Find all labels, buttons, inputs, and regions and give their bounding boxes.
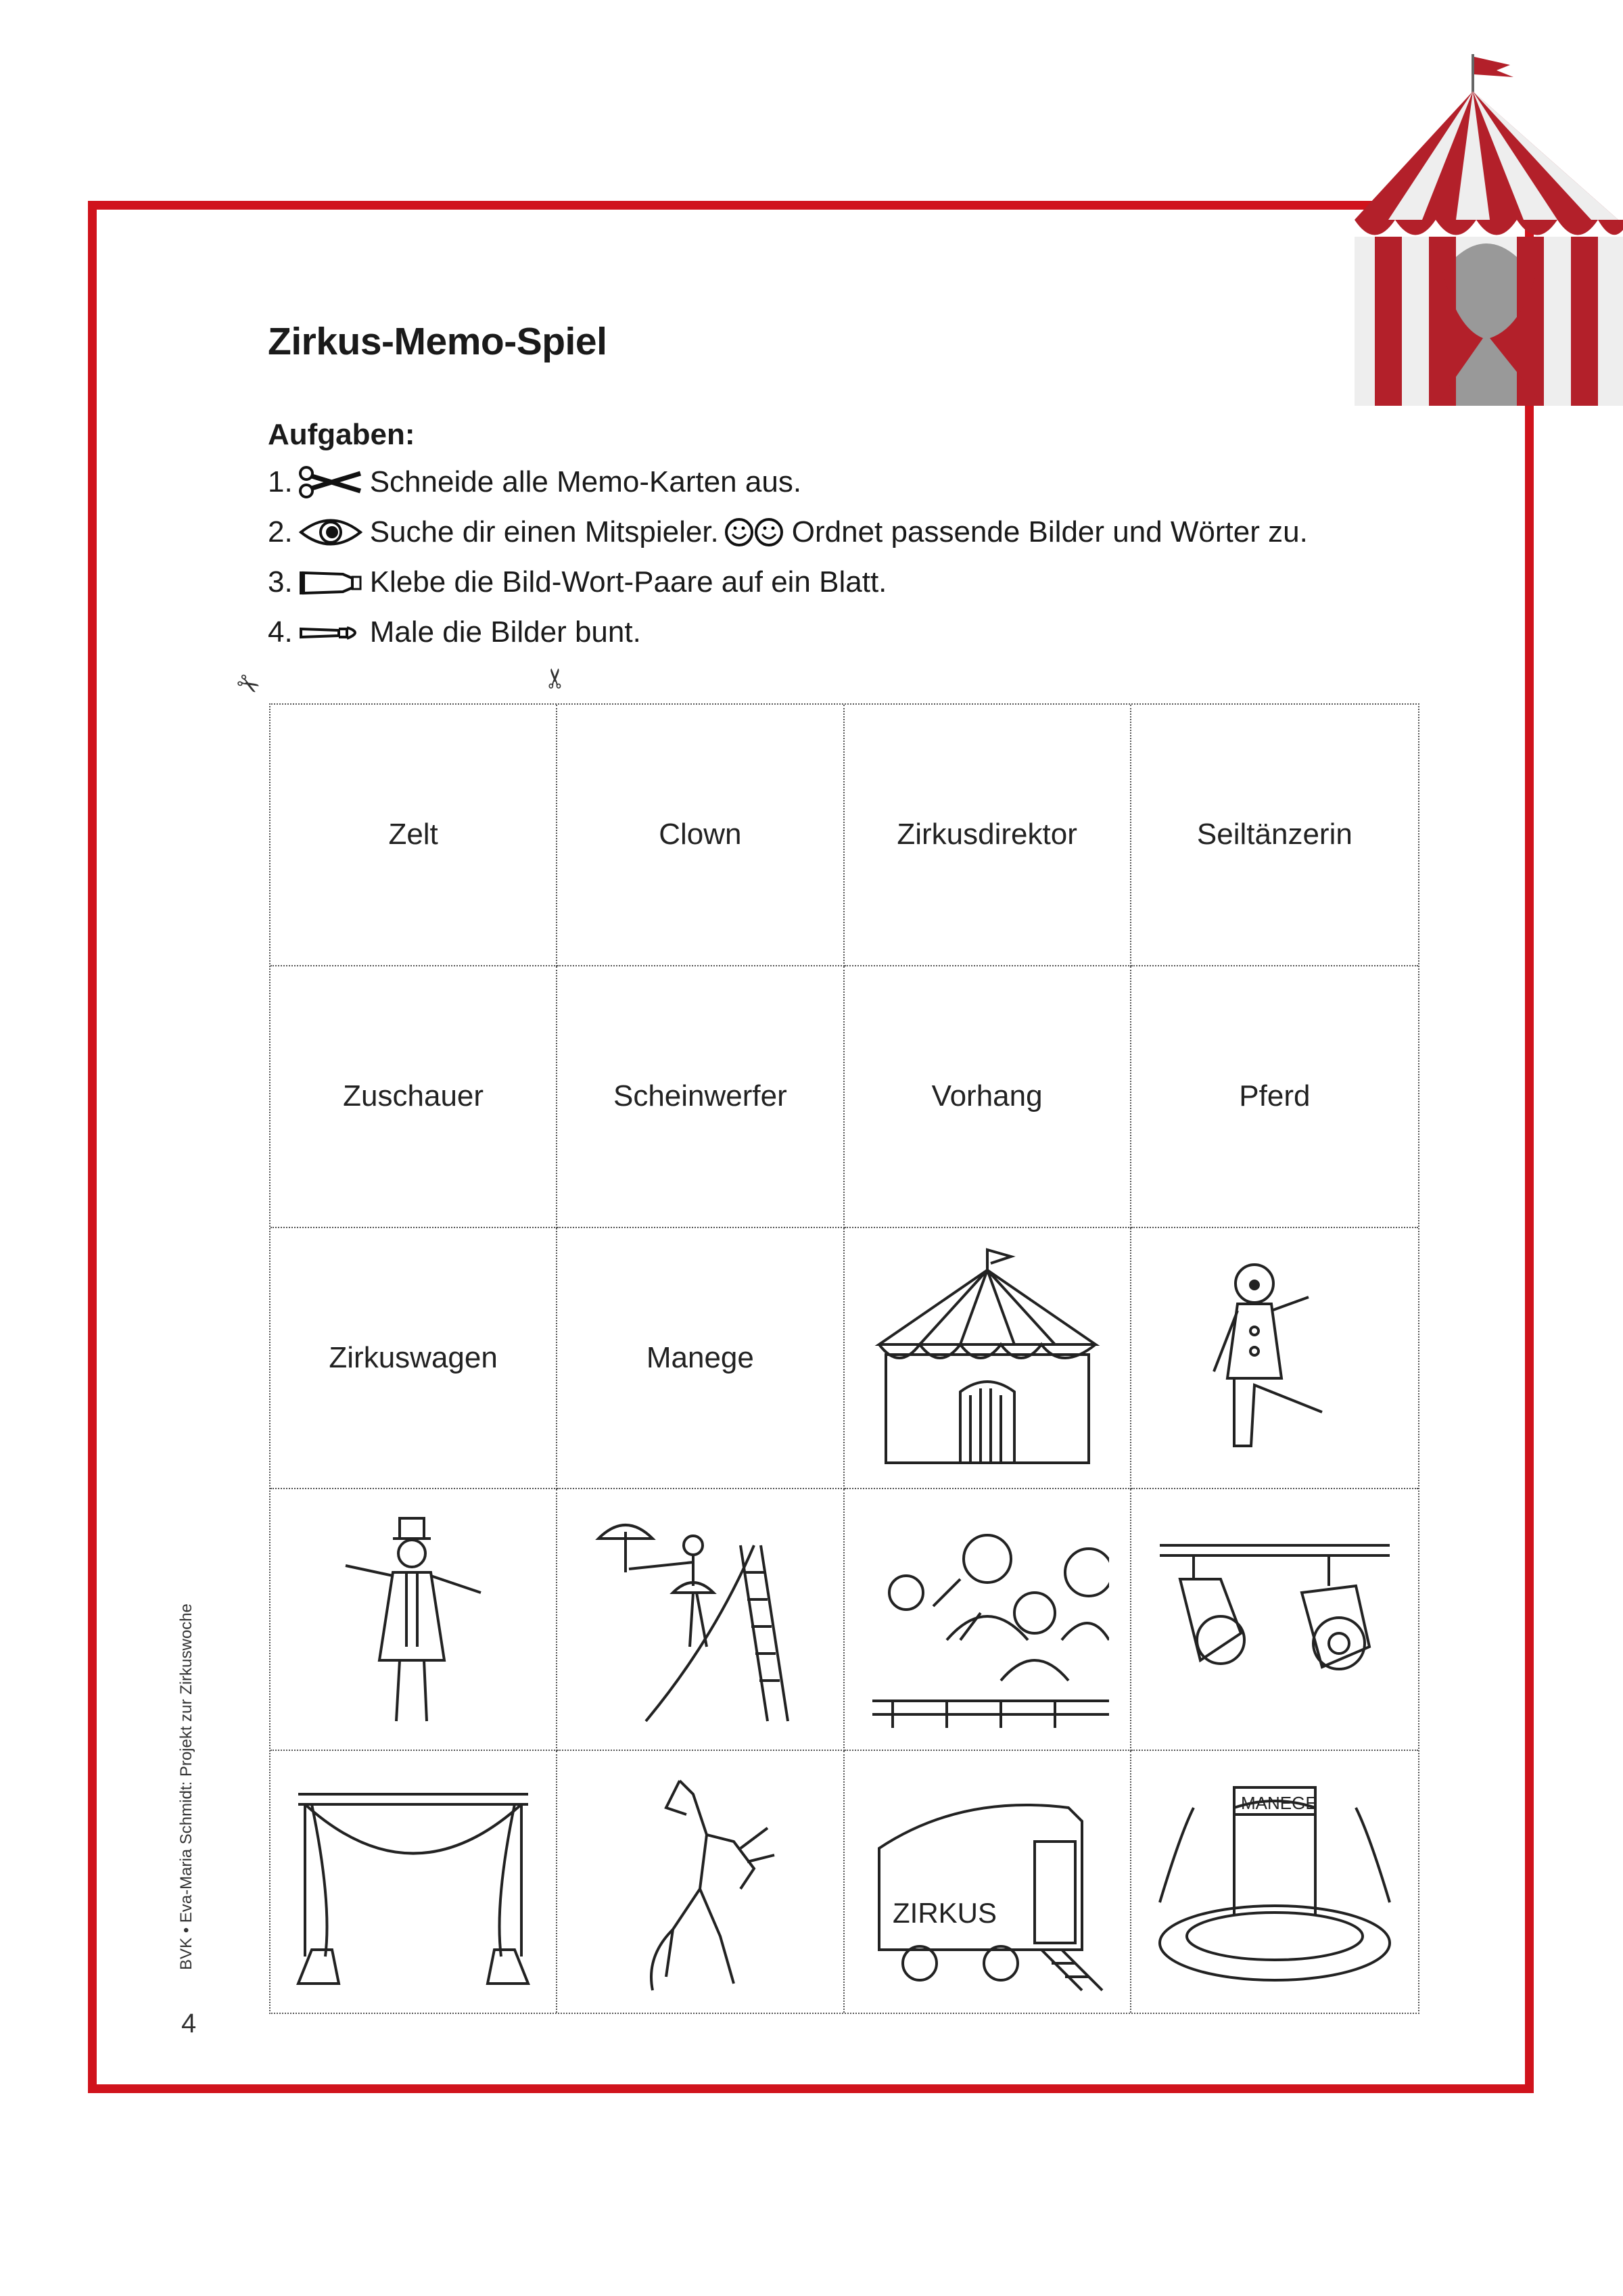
picture-card-curtain: [270, 1751, 557, 2013]
spotlights-icon: [1153, 1505, 1396, 1735]
circus-tent-decoration-icon: [1348, 54, 1623, 406]
picture-card-tent: [845, 1228, 1131, 1490]
task-4: [268, 615, 641, 649]
task-3: [268, 565, 887, 599]
picture-card-ring: [1131, 1751, 1418, 2013]
ringmaster-icon: [291, 1505, 535, 1735]
word-card: Zelt: [270, 705, 557, 966]
cut-mark-scissors-icon: ✂: [231, 666, 266, 704]
clown-icon: [1153, 1243, 1396, 1473]
ring-label: MANEGE: [1240, 1792, 1317, 1813]
curtain-icon: [291, 1767, 535, 1997]
scissors-icon: [298, 465, 363, 499]
task-2: [268, 515, 1308, 549]
picture-card-ringmaster: [270, 1489, 557, 1751]
tasks-heading: Aufgaben:: [268, 418, 415, 451]
word-card: Manege: [557, 1228, 844, 1490]
word-card: Zuschauer: [270, 966, 557, 1228]
horse-icon: [578, 1767, 822, 1997]
picture-card-clown: [1131, 1228, 1418, 1490]
cut-mark-scissors-icon: ✂: [540, 667, 571, 690]
tightrope-walker-icon: [578, 1505, 822, 1735]
word-card: Zirkusdirektor: [845, 705, 1131, 966]
picture-card-tightrope-walker: [557, 1489, 844, 1751]
word-card: Clown: [557, 705, 844, 966]
task-1: [268, 465, 801, 499]
memo-card-grid: [269, 703, 1419, 2014]
task-number: 2.: [268, 515, 293, 548]
glue-tube-icon: [298, 567, 363, 597]
eye-icon: [298, 515, 363, 549]
picture-card-spotlights: [1131, 1489, 1418, 1751]
word-card: Zirkuswagen: [270, 1228, 557, 1490]
picture-card-circus-wagon: [845, 1751, 1131, 2013]
audience-icon: [866, 1505, 1109, 1735]
task-number: 1.: [268, 465, 293, 498]
circus-ring-icon: [1153, 1767, 1396, 1997]
tent-icon: [866, 1243, 1109, 1473]
word-card: Seiltänzerin: [1131, 705, 1418, 966]
wagon-label: ZIRKUS: [892, 1896, 997, 1929]
word-card: Pferd: [1131, 966, 1418, 1228]
paintbrush-icon: [298, 622, 363, 642]
task-text: Schneide alle Memo-Karten aus.: [369, 465, 802, 498]
picture-card-horse: [557, 1751, 844, 2013]
task-text: Male die Bilder bunt.: [369, 615, 641, 649]
circus-wagon-icon: [866, 1767, 1109, 1997]
task-number: 4.: [268, 615, 293, 649]
page-title: Zirkus-Memo-Spiel: [268, 320, 607, 363]
word-card: Scheinwerfer: [557, 966, 844, 1228]
task-number: 3.: [268, 565, 293, 599]
word-card: Vorhang: [845, 966, 1131, 1228]
two-smileys-icon: [724, 515, 785, 549]
task-text: Suche dir einen Mitspieler.: [369, 515, 719, 548]
task-text: Klebe die Bild-Wort-Paare auf ein Blatt.: [369, 565, 887, 599]
picture-card-audience: [845, 1489, 1131, 1751]
copyright-side-text: BVK • Eva-Maria Schmidt: Projekt zur Zirkuswoche: [177, 1603, 195, 1970]
page-number: 4: [181, 2009, 197, 2038]
task-text-2: Ordnet passende Bilder und Wörter zu.: [791, 515, 1308, 548]
